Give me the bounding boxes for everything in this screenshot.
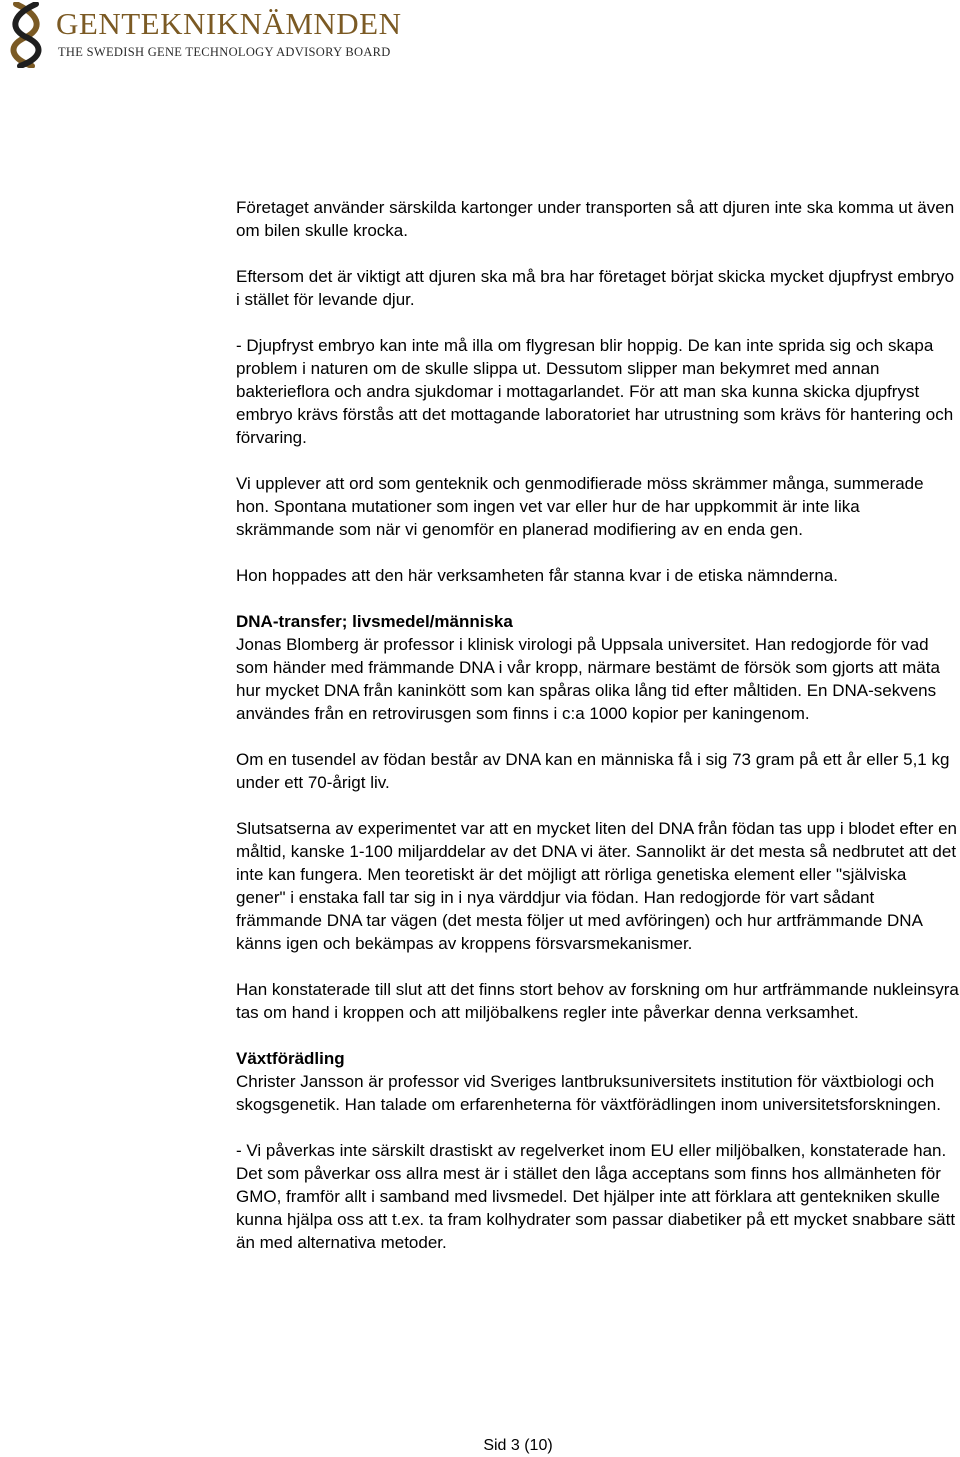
section-heading-vaxtforadling: Växtförädling	[236, 1049, 345, 1068]
logo-title: GENTEKNIKNÄMNDEN	[56, 6, 402, 41]
logo-subtitle: THE SWEDISH GENE TECHNOLOGY ADVISORY BOARD	[58, 45, 391, 59]
page-number: Sid 3 (10)	[483, 1437, 553, 1454]
paragraph: - Vi påverkas inte särskilt drastiskt av regelverket inom EU eller miljöbalken, konstaterade han. Det som påverkar oss allra mest är i stället den låga acceptans som finns hos allmänheten för GMO, framför allt i samband med livsmedel. Det hjälper inte att förklara att gentekniken skulle kunna hjälpa oss att t.ex. ta fram kolhydrater som passar diabetiker på ett mycket snabbare sätt än med alternativa metoder.	[236, 1141, 956, 1252]
section-heading-dna-transfer: DNA-transfer; livsmedel/människa	[236, 612, 513, 631]
paragraph: Om en tusendel av födan består av DNA kan en människa få i sig 73 gram på ett år eller 5,1 kg under ett 70-årigt liv.	[236, 750, 950, 792]
paragraph: Jonas Blomberg är professor i klinisk virologi på Uppsala universitet. Han redogjorde för vad som händer med främmande DNA i vår kropp, närmare bestämt de försök som gjorts att mäta hur mycket DNA från kaninkött som kan spåras olika lång tid efter måltiden. En DNA-sekvens användes från en retrovirusgen som finns i c:a 1000 kopior per kaningenom.	[236, 635, 940, 723]
paragraph: Hon hoppades att den här verksamheten får stanna kvar i de etiska nämnderna.	[236, 566, 838, 585]
paragraph: Slutsatserna av experimentet var att en mycket liten del DNA från födan tas upp i blodet efter en måltid, kanske 1-100 miljarddelar av det DNA vi äter. Sannolikt är det mesta så nedbrutet att det inte kan fungera. Men teoretiskt är det möjligt att rörliga genetiska element eller "själviska gener" i enstaka fall tar sig in i nya värddjur via födan. Han redogjorde för vart sådant främmande DNA tar vägen (det mesta följer ut med avföringen) och hur artfrämmande DNA känns igen och bekämpas av kroppens försvarsmekanismer.	[236, 819, 958, 953]
paragraph: Han konstaterade till slut att det finns stort behov av forskning om hur artfrämmande nukleinsyra tas om hand i kroppen och att miljöbalkens regler inte påverkar denna verksamhet.	[236, 980, 959, 1022]
document-body	[236, 196, 960, 1277]
paragraph: Christer Jansson är professor vid Sveriges lantbruksuniversitets institution för växtbiologi och skogsgenetik. Han talade om erfarenheterna för växtförädlingen inom universitetsforskningen.	[236, 1072, 941, 1114]
paragraph: Företaget använder särskilda kartonger under transporten så att djuren inte ska komma ut även om bilen skulle krocka.	[236, 198, 955, 240]
paragraph: Eftersom det är viktigt att djuren ska må bra har företaget börjat skicka mycket djupfryst embryo i stället för levande djur.	[236, 267, 955, 309]
paragraph: Vi upplever att ord som genteknik och genmodifierade möss skrämmer många, summerade hon. Spontana mutationer som ingen vet var eller hur de har uppkommit är inte lika skrämmande som när vi genomför en planerad modifiering av en enda gen.	[236, 474, 924, 539]
organization-logo	[2, 2, 422, 68]
paragraph: - Djupfryst embryo kan inte må illa om flygresan blir hoppig. De kan inte sprida sig och skapa problem i naturen om de skulle slippa ut. Dessutom slipper man bekymret med annan bakterieflora och andra sjukdomar i mottagarlandet. För att man ska kunna skicka djupfryst embryo krävs förstås att det mottagande laboratoriet har utrustning som krävs för hantering och förvaring.	[236, 336, 954, 447]
dna-helix-logo-icon	[2, 2, 52, 68]
